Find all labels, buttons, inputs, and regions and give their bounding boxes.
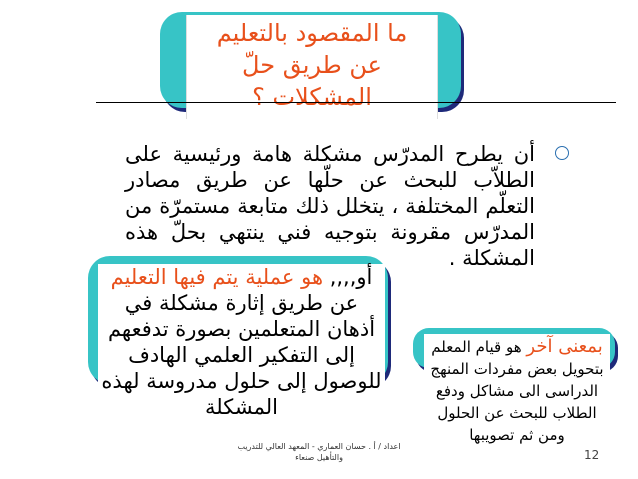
alternative-highlight: بمعنى آخر [526, 336, 603, 357]
slide-title [187, 17, 437, 113]
footer-line-1: اعداد / أ . حسان العماري - المعهد العالي للتدريب [237, 442, 401, 451]
title-callout [160, 12, 465, 114]
body-paragraph: أن يطرح المدرّس مشكلة هامة ورئيسية على الطلاّب للبحث عن حلّها عن طريق مصادر التعلّم المختلفة ، يتخلل ذلك متابعة مستمرّة من المدرّس مقرونة بتوجيه فني ينتهي بحلّ هذه المشكلة . [125, 142, 535, 270]
bullet-circle-icon [555, 146, 569, 160]
title-line-1: ما المقصود بالتعليم [216, 19, 408, 47]
definition-callout-box [98, 264, 385, 418]
definition-callout [88, 256, 393, 421]
definition-body: عن طريق إثارة مشكلة في أذهان المتعلمين بصورة تدفعهم إلى التفكير العلمي الهادف للوصول إلى حلول مدروسة لهذه المشكلة [101, 291, 382, 419]
alternative-text [424, 336, 610, 446]
alternative-callout-box [424, 334, 610, 442]
title-callout-box [186, 15, 438, 119]
title-divider [96, 102, 616, 103]
title-line-3: المشكلات ؟ [252, 83, 372, 111]
alternative-callout [413, 328, 623, 448]
footer-line-2: والتأهيل صنعاء [295, 453, 343, 462]
definition-text [100, 264, 383, 420]
alternative-body: هو قيام المعلم بتحويل بعض مفردات المنهج الدراسى الى مشاكل ودفع الطلاب للبحث عن الحلول ومن ثم تصويبها [430, 338, 604, 444]
title-line-2: عن طريق حلّ [242, 51, 382, 79]
definition-highlight: هو عملية يتم فيها التعليم [110, 265, 324, 289]
slide-footer [228, 441, 410, 463]
page-number: 12 [584, 448, 600, 462]
definition-prefix: أو,,,, [329, 265, 373, 289]
